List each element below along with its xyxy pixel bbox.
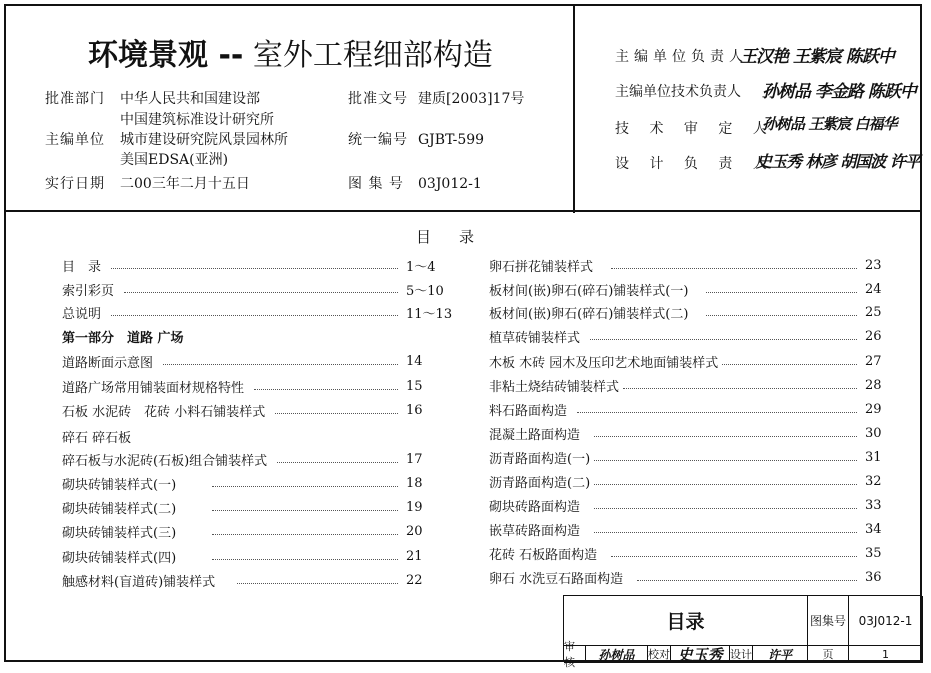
approval-doc-value: 建质[2003]17号	[418, 91, 525, 107]
signature-tech: 孙树品 李金路 陈跃中	[762, 82, 916, 102]
toc-item[interactable]: 砌块砖路面构造 33	[489, 497, 882, 515]
unified-no-label: 统一编号	[348, 132, 408, 148]
header-horizontal-divider	[4, 210, 922, 212]
approval-dept-label: 批准部门	[45, 91, 105, 107]
design-signature: 许平	[753, 646, 808, 663]
effective-date-label: 实行日期	[45, 176, 105, 192]
toc-item[interactable]: 目 录 1～4	[62, 259, 436, 275]
toc-item[interactable]: 道路广场常用铺装面材规格特性 15	[62, 378, 423, 396]
toc-item[interactable]: 碎石板与水泥砖(石板)组合铺装样式 17	[62, 451, 423, 469]
signature-design: 史玉秀 林彦 胡国波 许平	[756, 152, 920, 171]
toc-item-continued: 碎石 碎石板	[62, 430, 132, 446]
design-label: 设计	[730, 648, 752, 661]
toc-item[interactable]: 混凝土路面构造 30	[489, 425, 882, 443]
toc-item[interactable]: 触感材料(盲道砖)铺装样式 22	[62, 572, 423, 590]
toc-item[interactable]: 卵石拼花铺装样式 23	[489, 257, 882, 275]
toc-item[interactable]: 砌块砖铺装样式(一) 18	[62, 475, 423, 493]
title-block	[563, 595, 922, 669]
unified-no-value: GJBT-599	[418, 132, 485, 148]
toc-item[interactable]: 道路断面示意图 14	[62, 353, 423, 371]
signature-chief-unit: 王汉艳 王紫宸 陈跃中	[740, 47, 894, 67]
toc-item[interactable]: 沥青路面构造(二) 32	[489, 473, 882, 491]
toc-item[interactable]: 植草砖铺装样式 26	[489, 328, 882, 346]
toc-item[interactable]: 板材间(嵌)卵石(碎石)铺装样式(一) 24	[489, 281, 882, 299]
resp-label-review: 技 术 审 定 人	[615, 121, 775, 137]
header-vertical-divider	[573, 4, 575, 213]
review-signature: 孙树品	[586, 646, 647, 663]
atlas-title	[88, 30, 493, 74]
toc-item[interactable]: 非粘土烧结砖铺装样式 28	[489, 377, 882, 395]
toc-item[interactable]: 砌块砖铺装样式(二) 19	[62, 499, 423, 517]
review-label: 审核	[564, 646, 586, 663]
drawing-title: 目录	[564, 596, 808, 646]
toc-item[interactable]: 石板 水泥砖 花砖 小料石铺装样式 16	[62, 402, 423, 420]
toc-item[interactable]: 料石路面构造 29	[489, 401, 882, 419]
toc-item[interactable]: 嵌草砖路面构造 34	[489, 521, 882, 539]
editor-value-1: 中国建筑标准设计研究所	[120, 112, 274, 128]
toc-item[interactable]: 索引彩页 5～10	[62, 283, 444, 299]
signature-review: 孙树品 王紫宸 白福华	[762, 115, 897, 133]
atlas-no-label: 图 集 号	[348, 176, 404, 192]
atlas-title-main: 环境景观 --	[88, 38, 244, 73]
page-label: 页	[808, 646, 849, 663]
check-label: 校对	[648, 648, 670, 661]
atlas-no-value: 03J012-1	[418, 176, 482, 192]
editor-value-3: 美国EDSA(亚洲)	[120, 152, 229, 168]
editor-value-2: 城市建设研究院风景园林所	[120, 132, 288, 148]
atlas-value: 03J012-1	[849, 596, 923, 646]
atlas-title-sub: 室外工程细部构造	[252, 38, 493, 73]
toc-item[interactable]: 木板 木砖 园木及压印艺术地面铺装样式 27	[489, 353, 882, 371]
editor-label: 主编单位	[45, 132, 105, 148]
toc-heading: 目录	[416, 228, 503, 246]
resp-label-tech: 主编单位技术负责人	[615, 84, 741, 100]
check-signature: 史玉秀	[671, 646, 729, 663]
toc-item[interactable]: 板材间(嵌)卵石(碎石)铺装样式(二) 25	[489, 304, 882, 322]
atlas-label: 图集号	[808, 596, 849, 646]
toc-item[interactable]: 砌块砖铺装样式(三) 20	[62, 523, 423, 541]
toc-item[interactable]: 沥青路面构造(一) 31	[489, 449, 882, 467]
toc-item[interactable]: 卵石 水洗豆石路面构造 36	[489, 569, 882, 587]
effective-date-value: 二00三年二月十五日	[120, 176, 250, 192]
toc-item[interactable]: 砌块砖铺装样式(四) 21	[62, 548, 423, 566]
toc-item[interactable]: 总说明 11～13	[62, 306, 453, 322]
page-number: 1	[849, 646, 923, 663]
approval-doc-label: 批准文号	[348, 91, 408, 107]
resp-label-chief-unit: 主编单位负责人	[615, 49, 748, 65]
toc-section-heading: 第一部分 道路 广场	[62, 330, 184, 346]
toc-item[interactable]: 花砖 石板路面构造 35	[489, 545, 882, 563]
approval-dept-value: 中华人民共和国建设部	[120, 91, 260, 107]
resp-label-design: 设 计 负 责 人	[615, 156, 775, 172]
